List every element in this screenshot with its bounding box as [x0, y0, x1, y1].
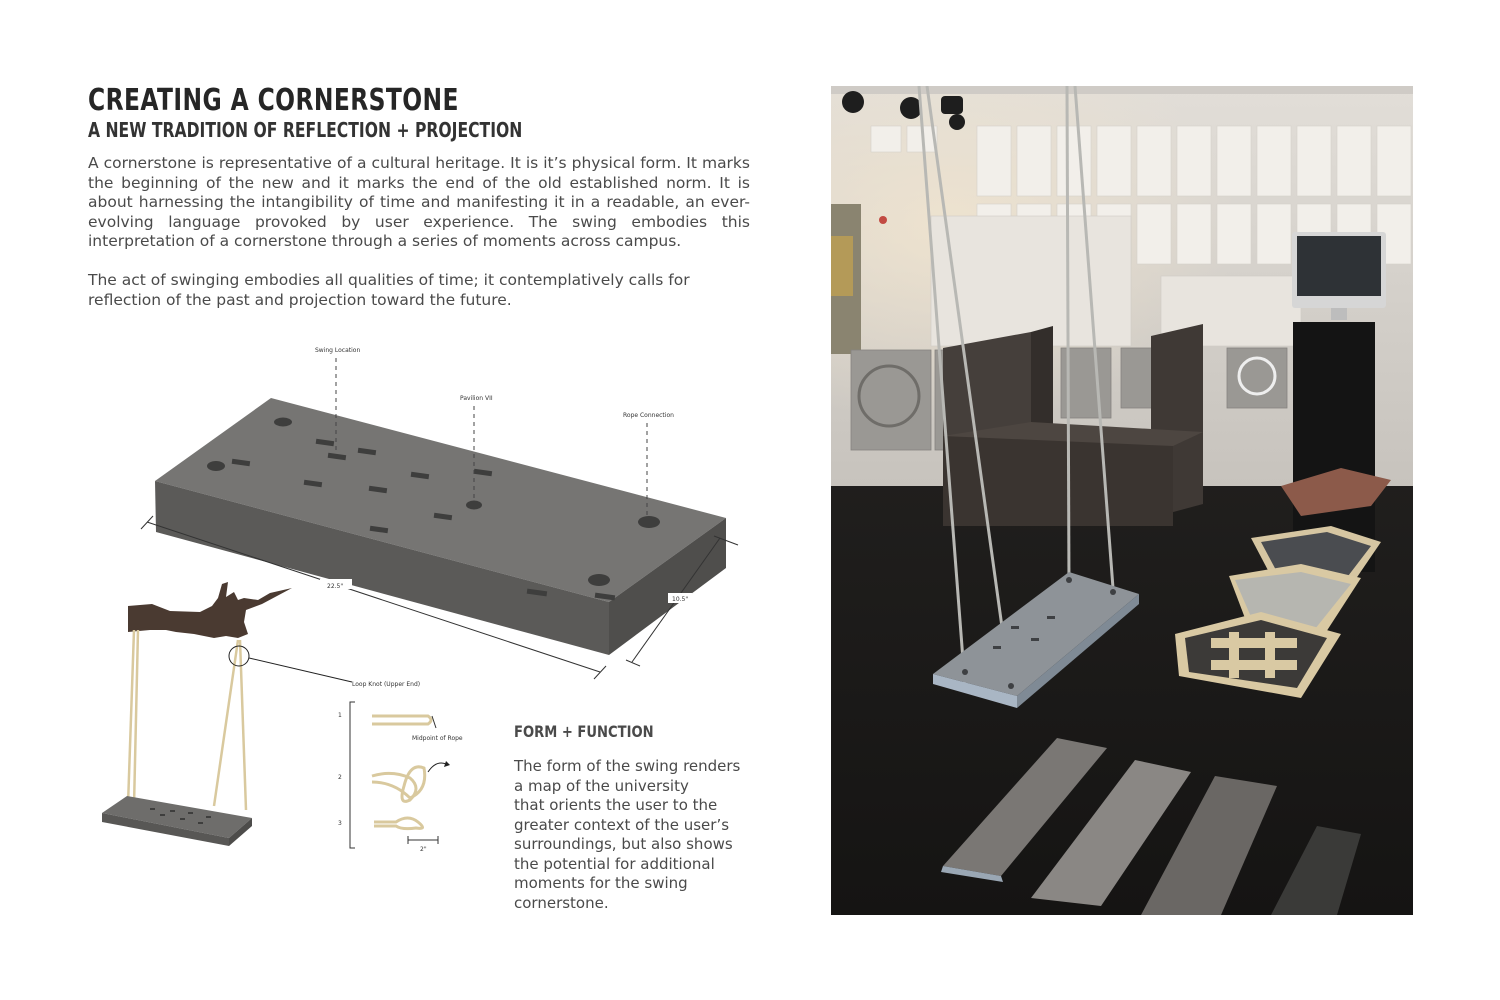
label-pavilion: Pavilion VII: [460, 395, 493, 402]
branch-swing-drawing: [102, 582, 352, 846]
label-loop-knot: Loop Knot (Upper End): [352, 681, 421, 688]
label-swing-location: Swing Location: [315, 347, 361, 354]
intro-paragraph-1: A cornerstone is representative of a cultural heritage. It is it’s physical form. It marks the beginning of the new and it marks the end of the old established norm. It is about harnessing the intangibility of time and manifesting it in a readable, an ever-evolving language provoked by user experience. The swing embodies this interpretation of a cornerstone through a series of moments across campus.: [88, 154, 750, 250]
label-rope-connection: Rope Connection: [623, 412, 674, 419]
label-midpoint: Midpoint of Rope: [412, 735, 463, 742]
step-1-label: 1: [338, 712, 342, 719]
page-title: CREATING A CORNERSTONE: [88, 83, 459, 118]
label-width: 10.5": [672, 596, 689, 603]
knot-drawings: [372, 716, 431, 829]
label-length: 22.5": [327, 583, 344, 590]
step-3-label: 3: [338, 820, 342, 827]
step-2-label: 2: [338, 774, 342, 781]
label-knot-size: 2": [420, 846, 427, 853]
form-function-text: The form of the swing renders a map of the university that orients the user to the greater context of the user’s surroundings, but also shows the potential for additional moments for the swing cornerstone.: [514, 757, 741, 912]
form-function-heading: FORM + FUNCTION: [514, 722, 654, 741]
intro-paragraph-2: The act of swinging embodies all qualities of time; it contemplatively calls for reflection of the past and projection toward the future.: [88, 271, 690, 309]
page-subtitle: A NEW TRADITION OF REFLECTION + PROJECTION: [88, 118, 523, 142]
exhibition-photo: [831, 86, 1413, 915]
